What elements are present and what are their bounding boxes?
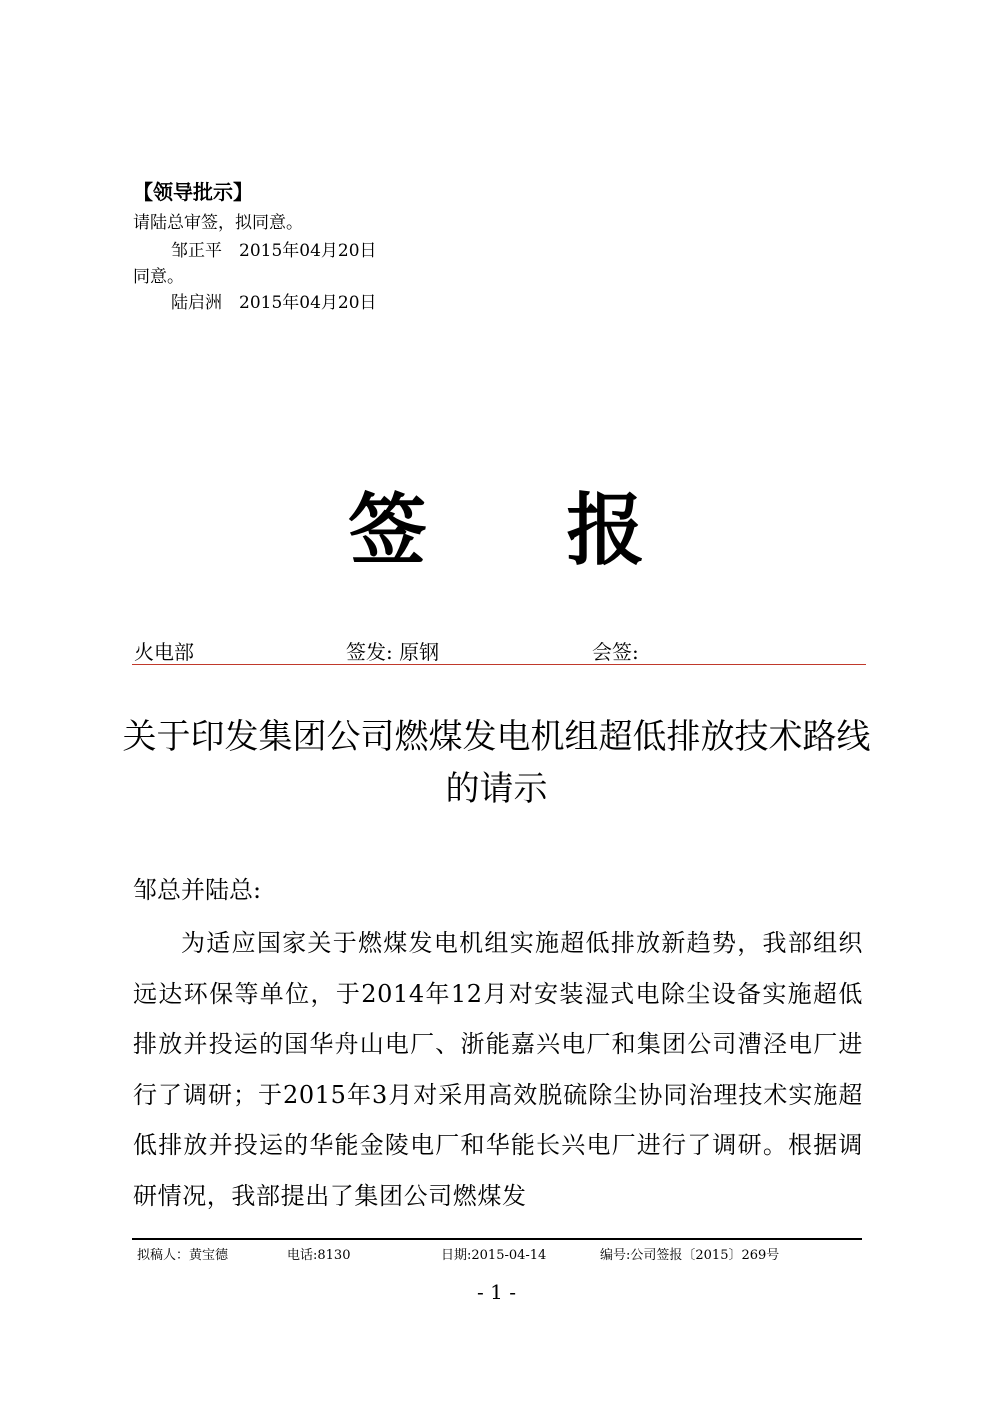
department-label: 火电部 — [134, 640, 194, 664]
document-title: 关于印发集团公司燃煤发电机组超低排放技术路线的请示 — [122, 717, 871, 809]
document-type-char-2: 报 — [566, 486, 645, 576]
instruction-line-1: 请陆总审签，拟同意。 — [133, 213, 303, 233]
body-paragraph: 为适应国家关于燃煤发电机组实施超低排放新趋势，我部组织远达环保等单位，于2014年12月对安装湿式电除尘设备实施超低排放并投运的国华舟山电厂、浙能嘉兴电厂和集团公司漕泾电厂进行了调研；于2015年3月对采用高效脱硫除尘协同治理技术实施超低排放并投运的华能金陵电厂和华能长兴电厂进行了调研。根据调研情况，我部提出了集团公司燃煤发 — [133, 929, 863, 1210]
footer-divider — [132, 1238, 862, 1240]
header-divider — [132, 664, 866, 665]
leader-instructions-heading: 【领导批示】 — [133, 180, 253, 204]
footer-document-number: 编号:公司签报〔2015〕269号 — [600, 1248, 780, 1263]
issuer-label: 签发: 原钢 — [346, 640, 440, 664]
footer-drafter: 拟稿人：黄宝德 — [137, 1248, 229, 1263]
instruction-signature-2: 陆启洲 2015年04月20日 — [171, 293, 377, 313]
footer-phone: 电话:8130 — [287, 1248, 351, 1263]
page-number: - 1 - — [477, 1280, 516, 1304]
salutation: 邹总并陆总: — [133, 876, 262, 904]
footer-date: 日期:2015-04-14 — [441, 1248, 547, 1263]
document-type-heading — [0, 468, 993, 580]
document-type-char-1: 签 — [348, 486, 427, 576]
countersign-label: 会签: — [592, 640, 639, 664]
instruction-signature-1: 邹正平 2015年04月20日 — [171, 241, 377, 261]
instruction-line-2: 同意。 — [133, 267, 184, 287]
